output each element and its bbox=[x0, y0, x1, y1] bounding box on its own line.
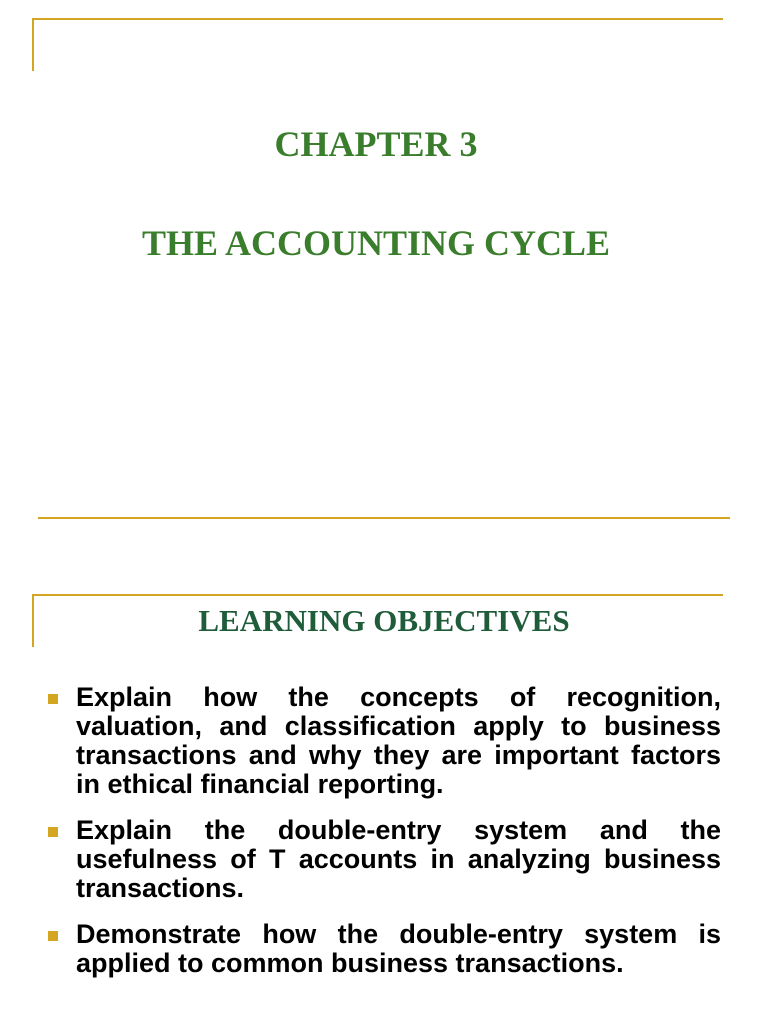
list-item bbox=[44, 816, 721, 903]
square-bullet-icon bbox=[48, 931, 58, 941]
chapter-title: THE ACCOUNTING CYCLE bbox=[141, 223, 611, 263]
objectives-heading: LEARNING OBJECTIVES bbox=[198, 603, 570, 638]
chapter-heading: CHAPTER 3 bbox=[274, 124, 478, 164]
objective-text: Explain how the concepts of recognition, valuation, and classification apply to business transactions and why they are important factors in ethical financial reporting. bbox=[76, 682, 721, 799]
slide-divider bbox=[38, 517, 730, 519]
top-accent-line bbox=[32, 594, 723, 596]
square-bullet-icon bbox=[48, 694, 58, 704]
objectives-list bbox=[44, 683, 721, 995]
list-item bbox=[44, 683, 721, 799]
objective-text: Explain the double-entry system and the usefulness of T accounts in analyzing business transactions. bbox=[76, 815, 721, 903]
left-accent-line bbox=[32, 18, 34, 71]
top-accent-line bbox=[32, 18, 723, 20]
square-bullet-icon bbox=[48, 827, 58, 837]
list-item bbox=[44, 920, 721, 978]
objective-text: Demonstrate how the double-entry system is applied to common business transactions. bbox=[76, 919, 721, 978]
